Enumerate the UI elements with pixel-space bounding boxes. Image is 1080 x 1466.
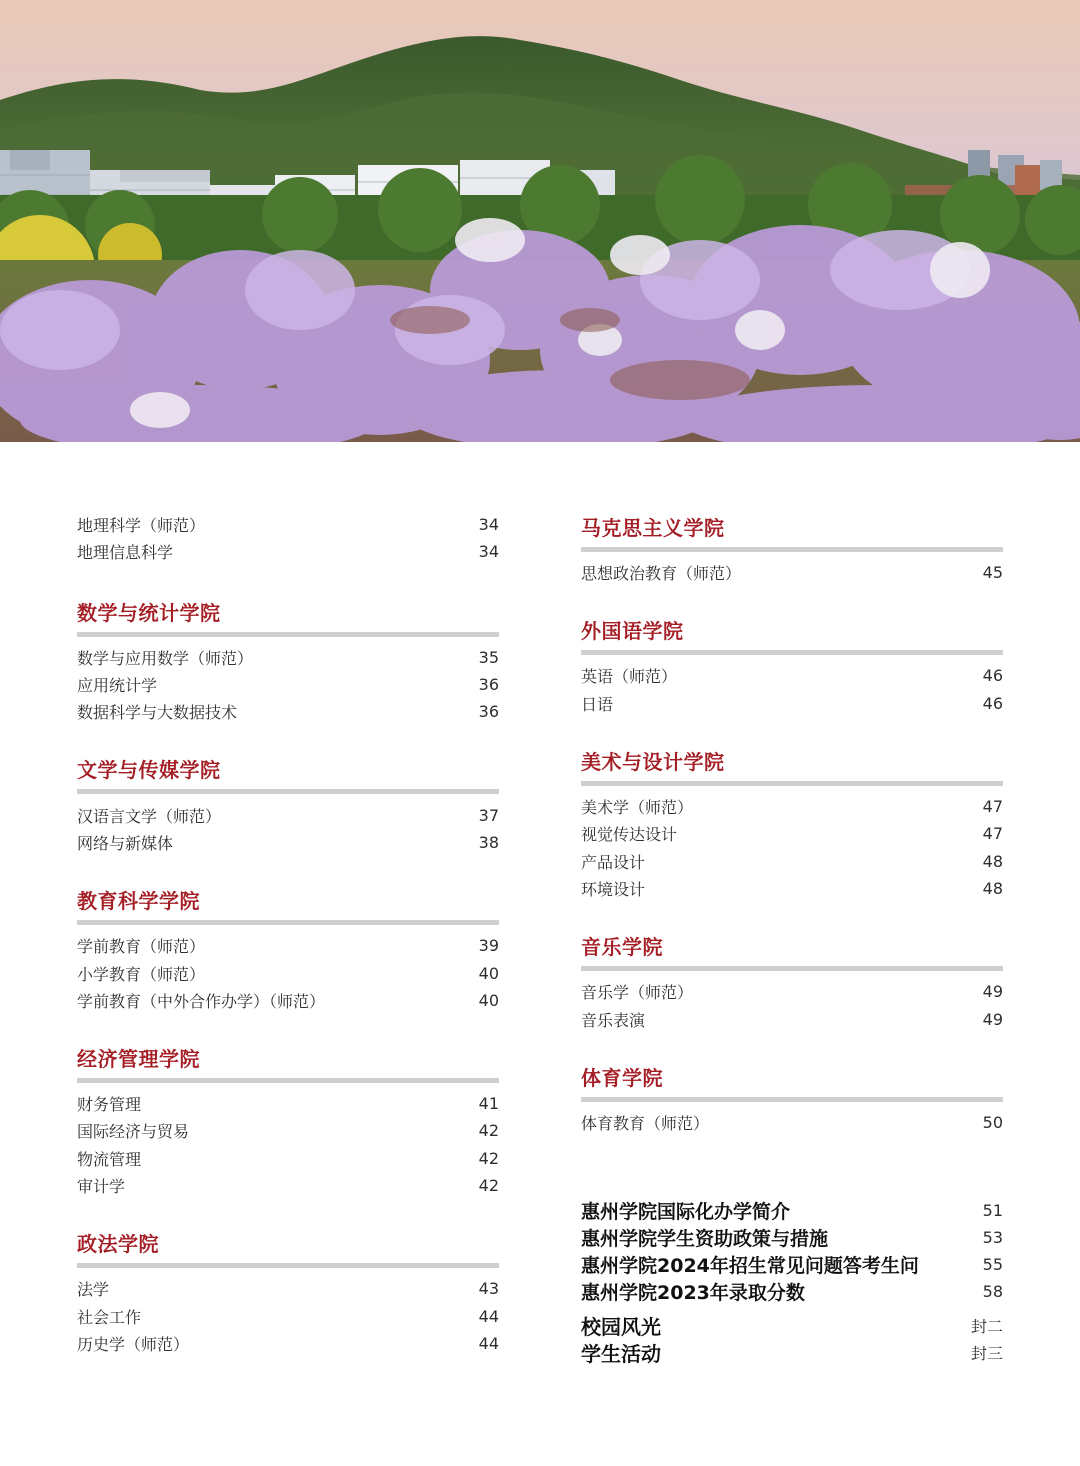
toc-entry-label: 财务管理 (77, 1095, 142, 1115)
section-divider (77, 632, 499, 637)
toc-entry-label: 审计学 (77, 1177, 126, 1196)
toc-entry-page: 49 (982, 1009, 1003, 1029)
section-divider (77, 1078, 499, 1083)
toc-entry[interactable] (77, 1117, 499, 1144)
toc-entry[interactable] (581, 662, 1003, 689)
toc-entry-page: 42 (478, 1176, 499, 1195)
toc-entry-page: 34 (478, 542, 499, 562)
toc-extra-label: 惠州学院2024年招生常见问题答考生问 (581, 1255, 919, 1277)
toc-extra-page: 封三 (970, 1344, 1003, 1363)
toc-entry-label: 音乐表演 (581, 1010, 646, 1030)
toc-entry-page: 41 (478, 1094, 499, 1114)
toc-entry-page: 44 (478, 1333, 499, 1353)
toc-entry[interactable] (581, 820, 1003, 847)
section-divider (581, 650, 1003, 655)
toc-entry[interactable] (77, 1090, 499, 1117)
toc-entry-page: 46 (982, 693, 1003, 713)
section-divider (581, 1097, 1003, 1102)
toc-entry-page: 42 (478, 1148, 499, 1168)
toc-entry-page: 48 (982, 878, 1003, 898)
hero-photo (0, 0, 1080, 442)
toc-entry-page: 35 (478, 647, 499, 667)
toc-entry-label: 物流管理 (77, 1149, 142, 1169)
section-title: 外国语学院 (581, 619, 684, 644)
toc-entry-label: 国际经济与贸易 (77, 1122, 190, 1142)
section-divider (581, 966, 1003, 971)
toc-entry-label: 音乐学（师范） (581, 983, 694, 1003)
toc-extra-label: 学生活动 (581, 1342, 661, 1366)
toc-entry-page: 47 (982, 824, 1003, 844)
section-divider (581, 547, 1003, 552)
toc-entry-page: 42 (478, 1121, 499, 1141)
toc-entry-label: 美术学（师范） (581, 798, 694, 818)
toc-entry[interactable] (77, 959, 499, 986)
toc-section-art-design (581, 745, 1003, 902)
toc-extra-page: 55 (982, 1255, 1003, 1274)
toc-section-math (77, 596, 499, 726)
toc-entry[interactable] (77, 1172, 499, 1199)
toc-entry-page: 45 (982, 563, 1003, 583)
toc-entry-label: 网络与新媒体 (77, 833, 174, 853)
toc-extra-entry[interactable] (581, 1251, 1003, 1278)
toc-entry[interactable] (581, 793, 1003, 820)
toc-extra-page: 53 (982, 1228, 1003, 1247)
toc-entry-label: 产品设计 (581, 852, 646, 872)
toc-entry[interactable] (581, 1005, 1003, 1032)
toc-entry-label: 应用统计学 (77, 676, 158, 696)
toc-entry[interactable] (77, 987, 499, 1014)
toc-entry-label: 英语（师范） (581, 667, 678, 687)
toc-entry-label: 地理信息科学 (77, 543, 174, 563)
toc-entry[interactable] (77, 1302, 499, 1329)
toc-entry-label: 思想政治教育（师范） (581, 564, 742, 584)
section-title: 数学与统计学院 (77, 600, 221, 625)
toc-extra-entry[interactable] (581, 1278, 1003, 1305)
toc-extra-page: 58 (982, 1282, 1003, 1301)
toc-entry-page: 38 (478, 832, 499, 852)
toc-section-literature (77, 753, 499, 856)
toc-entry-label: 地理科学（师范） (77, 516, 206, 536)
toc-entry-label: 法学 (77, 1280, 110, 1300)
toc-entry-page: 43 (478, 1279, 499, 1299)
toc-entry-label: 学前教育（师范） (77, 937, 206, 957)
toc-entry-page: 40 (478, 990, 499, 1010)
toc-entry-page: 49 (982, 982, 1003, 1002)
toc-entry-page: 37 (478, 805, 499, 825)
toc-entry-label: 社会工作 (77, 1307, 142, 1327)
toc-entry-page: 34 (478, 515, 499, 535)
toc-extra-page: 51 (982, 1201, 1003, 1220)
toc-section-sports (581, 1061, 1003, 1136)
section-title: 文学与传媒学院 (77, 758, 221, 783)
toc-entry[interactable] (77, 644, 499, 671)
toc-entry-label: 数据科学与大数据技术 (77, 703, 238, 723)
toc-entry[interactable] (77, 932, 499, 959)
toc-entry[interactable] (77, 511, 499, 538)
section-divider (77, 789, 499, 794)
section-title: 音乐学院 (581, 935, 663, 960)
toc-extra-label: 惠州学院学生资助政策与措施 (581, 1228, 829, 1250)
toc-entry[interactable] (581, 1109, 1003, 1136)
toc-entry-label: 视觉传达设计 (581, 825, 678, 845)
toc-extra-entry[interactable] (581, 1197, 1003, 1224)
section-divider (77, 1263, 499, 1268)
toc-entry-label: 历史学（师范） (77, 1334, 190, 1354)
toc-entry[interactable] (77, 829, 499, 856)
toc-entry[interactable] (77, 801, 499, 828)
section-title: 政法学院 (77, 1232, 159, 1257)
toc-extra-entry[interactable] (581, 1339, 1003, 1366)
toc-entry-page: 36 (478, 702, 499, 722)
toc-section-law (77, 1227, 499, 1357)
toc-entry-page: 48 (982, 851, 1003, 871)
toc-entry-label: 数学与应用数学（师范） (77, 648, 254, 668)
section-title: 教育科学学院 (77, 889, 200, 914)
toc-entry[interactable] (77, 1145, 499, 1172)
toc-entry-label: 学前教育（中外合作办学）（师范） (77, 991, 326, 1011)
toc-entry-label: 环境设计 (581, 879, 646, 899)
toc-section-economics (77, 1042, 499, 1199)
toc-left-column (77, 511, 499, 1385)
toc-entry-page: 46 (982, 666, 1003, 686)
toc-extra-label: 惠州学院国际化办学简介 (581, 1201, 791, 1223)
toc-entry-label: 体育教育（师范） (581, 1113, 710, 1133)
toc-section-music (581, 930, 1003, 1033)
toc-entry[interactable] (77, 1330, 499, 1357)
toc-section-education (77, 884, 499, 1014)
toc-right-column (581, 511, 1003, 1164)
toc-entry[interactable] (77, 671, 499, 698)
toc-entry-page: 44 (478, 1306, 499, 1326)
campus-landscape-image (0, 0, 1080, 442)
toc-extra-entry[interactable] (581, 1224, 1003, 1251)
toc-extra-page: 封二 (970, 1317, 1003, 1336)
toc-extra-label: 校园风光 (581, 1315, 661, 1339)
toc-entry-page: 39 (478, 936, 499, 956)
section-title: 体育学院 (581, 1065, 663, 1090)
toc-entry-page: 47 (982, 797, 1003, 817)
section-title: 马克思主义学院 (581, 516, 725, 540)
toc-extra-label: 惠州学院2023年录取分数 (581, 1282, 805, 1304)
toc-entry[interactable] (581, 847, 1003, 874)
toc-entry-page: 40 (478, 963, 499, 983)
toc-entry[interactable] (581, 875, 1003, 902)
toc-entry[interactable] (581, 978, 1003, 1005)
toc-extra-entry[interactable] (581, 1312, 1003, 1339)
toc-section-geography-continued (77, 511, 499, 566)
toc-entry[interactable] (77, 538, 499, 565)
toc-entry[interactable] (581, 559, 1003, 586)
toc-entry-label: 日语 (581, 694, 614, 714)
toc-entry-label: 小学教育（师范） (77, 964, 206, 984)
toc-entry[interactable] (77, 698, 499, 725)
toc-extras (581, 1197, 1003, 1366)
toc-entry[interactable] (77, 1275, 499, 1302)
toc-section-marxism (581, 511, 1003, 586)
section-title: 美术与设计学院 (581, 749, 725, 774)
toc-entry[interactable] (581, 690, 1003, 717)
toc-entry-label: 汉语言文学（师范） (77, 806, 222, 826)
toc-entry-page: 36 (478, 675, 499, 695)
section-title: 经济管理学院 (77, 1046, 200, 1071)
section-divider (77, 920, 499, 925)
toc-entry-page: 50 (982, 1112, 1003, 1132)
section-divider (581, 781, 1003, 786)
toc-section-foreign-languages (581, 614, 1003, 717)
